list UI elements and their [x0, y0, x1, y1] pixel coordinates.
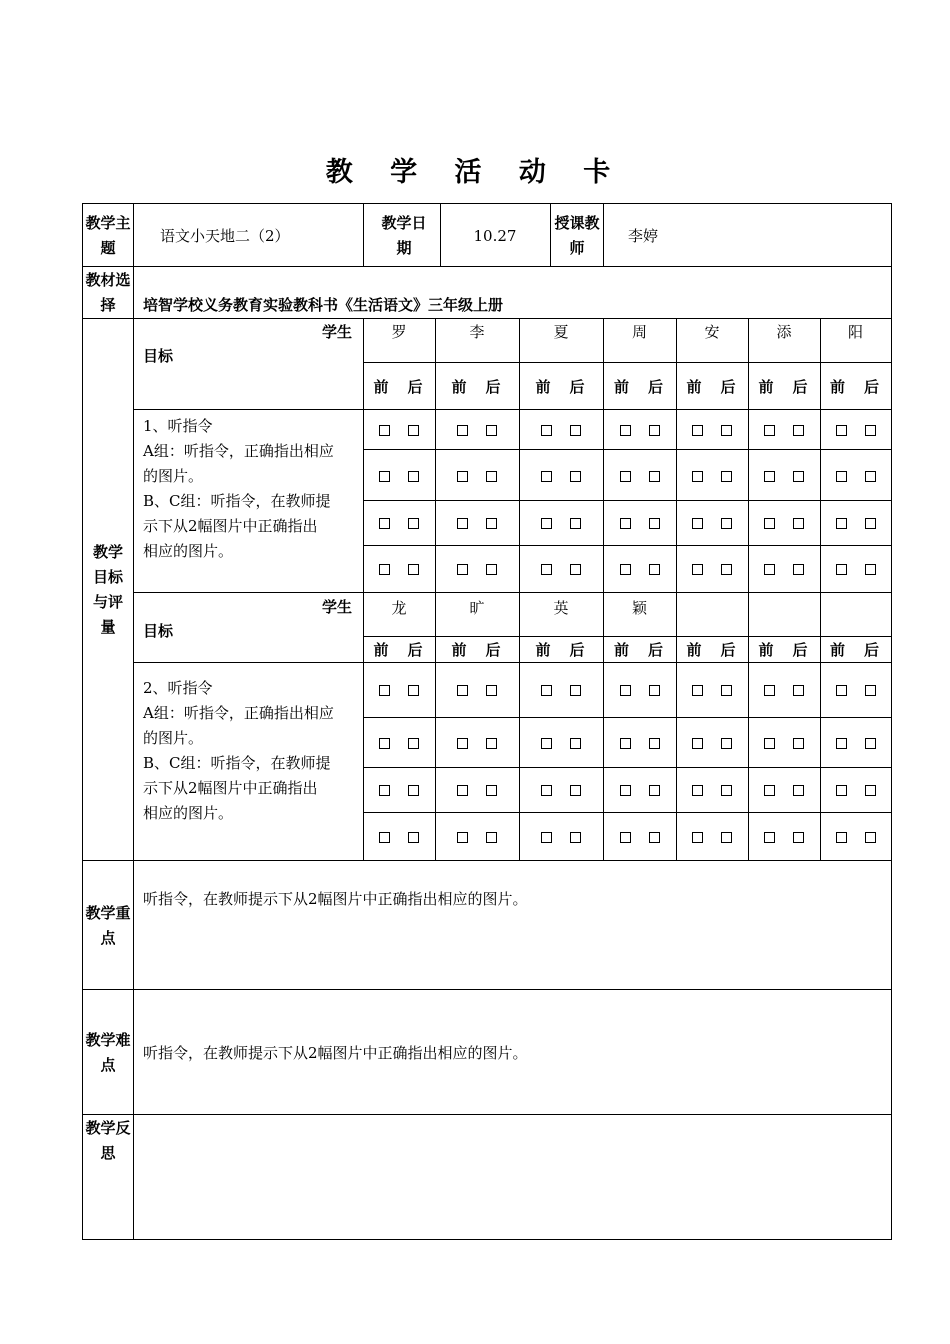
after-checkbox[interactable] [793, 518, 804, 529]
table-border [603, 203, 604, 266]
after-checkbox[interactable] [408, 518, 419, 529]
reflection-label: 教学反思 [85, 1119, 131, 1162]
assessment-checkbox-pair [379, 516, 419, 530]
before-checkbox[interactable] [836, 564, 847, 575]
table-border [676, 318, 677, 860]
assessment-checkbox-pair [764, 830, 804, 844]
before-checkbox[interactable] [620, 518, 631, 529]
assessment-checkbox-pair [836, 469, 876, 483]
table-border [82, 203, 891, 204]
before-label: 前 [613, 378, 629, 396]
after-checkbox[interactable] [865, 518, 876, 529]
before-checkbox[interactable] [457, 564, 468, 575]
assessment-checkbox-pair [692, 516, 732, 530]
before-checkbox[interactable] [836, 832, 847, 843]
before-checkbox[interactable] [836, 785, 847, 796]
after-checkbox[interactable] [793, 832, 804, 843]
assessment-checkbox-pair [457, 736, 497, 750]
before-checkbox[interactable] [620, 425, 631, 436]
before-checkbox[interactable] [620, 685, 631, 696]
assessment-checkbox-pair [620, 423, 660, 437]
table-border [82, 1239, 892, 1240]
before-checkbox[interactable] [541, 471, 552, 482]
date-value: 10.27 [473, 227, 517, 245]
assessment-checkbox-pair [457, 423, 497, 437]
assessment-checkbox-pair [692, 469, 732, 483]
after-checkbox[interactable] [486, 685, 497, 696]
assessment-checkbox-pair [764, 683, 804, 697]
assessment-checkbox-pair [379, 423, 419, 437]
student-name: 罗 [391, 323, 407, 341]
date-label: 教学日期 [381, 214, 427, 257]
assessment-checkbox-pair [620, 736, 660, 750]
before-checkbox[interactable] [541, 518, 552, 529]
before-checkbox[interactable] [457, 425, 468, 436]
assessment-checkbox-pair [836, 423, 876, 437]
assessment-checkbox-pair [620, 783, 660, 797]
goals-label: 教学目标与评量 [92, 543, 123, 636]
before-checkbox[interactable] [379, 685, 390, 696]
assessment-checkbox-pair [379, 783, 419, 797]
after-checkbox[interactable] [408, 425, 419, 436]
after-checkbox[interactable] [721, 832, 732, 843]
before-checkbox[interactable] [379, 564, 390, 575]
before-checkbox[interactable] [836, 518, 847, 529]
assessment-checkbox-pair [379, 469, 419, 483]
table-border [82, 989, 891, 990]
before-checkbox[interactable] [692, 738, 703, 749]
table-border [133, 860, 134, 1239]
after-checkbox[interactable] [721, 685, 732, 696]
before-checkbox[interactable] [457, 518, 468, 529]
assessment-checkbox-pair [692, 830, 732, 844]
after-label: 后 [485, 641, 501, 659]
before-checkbox[interactable] [620, 738, 631, 749]
assessment-checkbox-pair [620, 562, 660, 576]
before-checkbox[interactable] [836, 685, 847, 696]
before-checkbox[interactable] [379, 471, 390, 482]
table-border [363, 449, 891, 450]
after-checkbox[interactable] [408, 564, 419, 575]
assessment-checkbox-pair [541, 736, 581, 750]
before-label: 前 [758, 378, 774, 396]
assessment-checkbox-pair [457, 516, 497, 530]
after-checkbox[interactable] [570, 518, 581, 529]
after-checkbox[interactable] [721, 471, 732, 482]
table-border [440, 203, 441, 266]
assessment-checkbox-pair [836, 562, 876, 576]
goal-text-2 [143, 676, 365, 826]
goal-line: 相应的图片。 [143, 542, 234, 560]
after-checkbox[interactable] [486, 518, 497, 529]
before-checkbox[interactable] [379, 832, 390, 843]
topic-label: 教学主题 [85, 214, 131, 257]
before-checkbox[interactable] [836, 471, 847, 482]
table-border [363, 545, 891, 546]
assessment-checkbox-pair [457, 683, 497, 697]
after-checkbox[interactable] [865, 738, 876, 749]
assessment-checkbox-pair [764, 783, 804, 797]
before-label: 前 [451, 378, 467, 396]
goal-line: B、C组：听指令，在教师提 [143, 754, 331, 772]
before-checkbox[interactable] [692, 685, 703, 696]
student-name: 龙 [391, 599, 407, 617]
table-border [82, 1114, 891, 1115]
after-checkbox[interactable] [570, 785, 581, 796]
key-point-label: 教学重点 [85, 904, 131, 947]
before-checkbox[interactable] [541, 832, 552, 843]
table-border [82, 860, 891, 861]
goal-line: 的图片。 [143, 467, 204, 485]
assessment-checkbox-pair [620, 683, 660, 697]
after-checkbox[interactable] [865, 785, 876, 796]
assessment-checkbox-pair [836, 736, 876, 750]
after-checkbox[interactable] [721, 738, 732, 749]
assessment-checkbox-pair [836, 516, 876, 530]
after-checkbox[interactable] [570, 425, 581, 436]
before-label: 前 [829, 378, 845, 396]
assessment-checkbox-pair [541, 469, 581, 483]
after-checkbox[interactable] [649, 738, 660, 749]
students-label-2: 学生 [322, 598, 353, 616]
table-border [82, 318, 891, 319]
table-border [363, 636, 891, 637]
student-name: 颖 [631, 599, 647, 617]
after-checkbox[interactable] [865, 425, 876, 436]
students-label-1: 学生 [322, 323, 353, 341]
topic-value: 语文小天地二（2） [160, 227, 290, 245]
before-checkbox[interactable] [764, 564, 775, 575]
before-checkbox[interactable] [541, 425, 552, 436]
student-name: 添 [776, 323, 792, 341]
table-border [435, 318, 436, 860]
goal-line: 2、听指令 [143, 679, 213, 697]
before-label: 前 [451, 641, 467, 659]
table-border [363, 362, 891, 363]
after-checkbox[interactable] [793, 685, 804, 696]
difficulty-label: 教学难点 [85, 1031, 131, 1074]
before-label: 前 [686, 378, 702, 396]
before-checkbox[interactable] [764, 518, 775, 529]
assessment-checkbox-pair [764, 469, 804, 483]
after-label: 后 [863, 641, 879, 659]
assessment-checkbox-pair [457, 562, 497, 576]
assessment-checkbox-pair [692, 683, 732, 697]
student-name: 周 [631, 323, 647, 341]
page-title: 教 学 活 动 卡 [325, 157, 625, 188]
after-label: 后 [647, 641, 663, 659]
student-name: 李 [469, 323, 485, 341]
table-border [363, 500, 891, 501]
before-checkbox[interactable] [457, 738, 468, 749]
goal-line: 示下从2幅图片中正确指出 [143, 517, 318, 535]
after-checkbox[interactable] [649, 518, 660, 529]
goal-label-2: 目标 [143, 622, 174, 640]
after-checkbox[interactable] [721, 518, 732, 529]
after-checkbox[interactable] [570, 738, 581, 749]
after-label: 后 [569, 378, 585, 396]
goal-line: A组：听指令，正确指出相应 [143, 442, 334, 460]
table-border [550, 203, 551, 266]
table-border [363, 318, 364, 860]
before-label: 前 [686, 641, 702, 659]
assessment-checkbox-pair [764, 423, 804, 437]
before-checkbox[interactable] [620, 832, 631, 843]
table-border [891, 203, 892, 1240]
after-checkbox[interactable] [721, 425, 732, 436]
table-border [603, 318, 604, 860]
before-checkbox[interactable] [836, 738, 847, 749]
before-checkbox[interactable] [764, 685, 775, 696]
before-checkbox[interactable] [692, 518, 703, 529]
assessment-checkbox-pair [836, 830, 876, 844]
table-border [133, 592, 891, 593]
before-label: 前 [613, 641, 629, 659]
teacher-value: 李婷 [628, 227, 659, 245]
before-checkbox[interactable] [457, 685, 468, 696]
table-border [82, 203, 83, 1239]
assessment-checkbox-pair [620, 516, 660, 530]
table-border [133, 409, 891, 410]
before-checkbox[interactable] [457, 471, 468, 482]
after-checkbox[interactable] [408, 471, 419, 482]
after-label: 后 [569, 641, 585, 659]
goal-label-1: 目标 [143, 347, 174, 365]
before-checkbox[interactable] [379, 785, 390, 796]
after-checkbox[interactable] [793, 785, 804, 796]
before-checkbox[interactable] [620, 471, 631, 482]
student-name: 夏 [553, 323, 569, 341]
after-checkbox[interactable] [793, 425, 804, 436]
table-border [748, 318, 749, 860]
after-checkbox[interactable] [408, 832, 419, 843]
after-checkbox[interactable] [793, 471, 804, 482]
after-label: 后 [407, 378, 423, 396]
after-label: 后 [720, 378, 736, 396]
key-point-value: 听指令，在教师提示下从2幅图片中正确指出相应的图片。 [143, 890, 528, 908]
before-checkbox[interactable] [836, 425, 847, 436]
table-border [820, 318, 821, 860]
assessment-checkbox-pair [764, 516, 804, 530]
table-border [133, 318, 134, 860]
before-label: 前 [373, 378, 389, 396]
goal-line: 1、听指令 [143, 417, 213, 435]
before-checkbox[interactable] [541, 564, 552, 575]
before-checkbox[interactable] [457, 832, 468, 843]
before-checkbox[interactable] [541, 738, 552, 749]
before-checkbox[interactable] [457, 785, 468, 796]
after-checkbox[interactable] [486, 738, 497, 749]
assessment-checkbox-pair [764, 736, 804, 750]
before-checkbox[interactable] [692, 564, 703, 575]
before-checkbox[interactable] [541, 685, 552, 696]
after-checkbox[interactable] [793, 738, 804, 749]
after-checkbox[interactable] [486, 785, 497, 796]
difficulty-value: 听指令，在教师提示下从2幅图片中正确指出相应的图片。 [143, 1044, 528, 1062]
before-checkbox[interactable] [692, 425, 703, 436]
goal-text-1 [143, 414, 365, 564]
material-label: 教材选择 [85, 271, 131, 314]
assessment-checkbox-pair [541, 783, 581, 797]
assessment-checkbox-pair [541, 683, 581, 697]
assessment-checkbox-pair [457, 783, 497, 797]
after-checkbox[interactable] [649, 425, 660, 436]
after-checkbox[interactable] [865, 832, 876, 843]
after-checkbox[interactable] [408, 785, 419, 796]
student-name: 旷 [469, 599, 485, 617]
assessment-checkbox-pair [541, 562, 581, 576]
before-label: 前 [535, 641, 551, 659]
goal-line: 相应的图片。 [143, 804, 234, 822]
goal-line: B、C组：听指令，在教师提 [143, 492, 331, 510]
after-checkbox[interactable] [793, 564, 804, 575]
assessment-checkbox-pair [620, 830, 660, 844]
before-checkbox[interactable] [620, 785, 631, 796]
after-checkbox[interactable] [865, 471, 876, 482]
after-checkbox[interactable] [570, 832, 581, 843]
after-checkbox[interactable] [649, 564, 660, 575]
after-checkbox[interactable] [408, 738, 419, 749]
assessment-checkbox-pair [457, 830, 497, 844]
after-label: 后 [407, 641, 423, 659]
assessment-checkbox-pair [541, 423, 581, 437]
after-label: 后 [792, 378, 808, 396]
assessment-checkbox-pair [541, 830, 581, 844]
before-label: 前 [829, 641, 845, 659]
goal-line: 的图片。 [143, 729, 204, 747]
student-name: 安 [704, 323, 720, 341]
after-label: 后 [863, 378, 879, 396]
after-checkbox[interactable] [486, 832, 497, 843]
table-border [133, 203, 134, 266]
student-name: 阳 [847, 323, 863, 341]
after-checkbox[interactable] [408, 685, 419, 696]
after-label: 后 [647, 378, 663, 396]
after-checkbox[interactable] [649, 785, 660, 796]
table-border [363, 767, 891, 768]
after-label: 后 [720, 641, 736, 659]
before-label: 前 [758, 641, 774, 659]
table-border [363, 203, 364, 266]
assessment-checkbox-pair [692, 736, 732, 750]
table-border [519, 318, 520, 860]
before-checkbox[interactable] [764, 832, 775, 843]
after-checkbox[interactable] [649, 685, 660, 696]
before-label: 前 [373, 641, 389, 659]
after-checkbox[interactable] [865, 564, 876, 575]
before-checkbox[interactable] [379, 425, 390, 436]
after-checkbox[interactable] [649, 471, 660, 482]
after-checkbox[interactable] [486, 564, 497, 575]
table-border [363, 812, 891, 813]
assessment-checkbox-pair [836, 683, 876, 697]
before-checkbox[interactable] [764, 425, 775, 436]
after-checkbox[interactable] [486, 471, 497, 482]
before-checkbox[interactable] [764, 471, 775, 482]
assessment-checkbox-pair [379, 736, 419, 750]
before-checkbox[interactable] [692, 471, 703, 482]
before-checkbox[interactable] [620, 564, 631, 575]
assessment-checkbox-pair [379, 562, 419, 576]
after-label: 后 [792, 641, 808, 659]
before-checkbox[interactable] [692, 832, 703, 843]
goal-line: A组：听指令，正确指出相应 [143, 704, 334, 722]
before-checkbox[interactable] [692, 785, 703, 796]
material-value: 培智学校义务教育实验教科书《生活语文》三年级上册 [143, 296, 504, 314]
after-checkbox[interactable] [570, 471, 581, 482]
table-border [363, 717, 891, 718]
assessment-checkbox-pair [457, 469, 497, 483]
assessment-checkbox-pair [836, 783, 876, 797]
before-checkbox[interactable] [764, 785, 775, 796]
assessment-checkbox-pair [620, 469, 660, 483]
before-checkbox[interactable] [379, 738, 390, 749]
table-border [82, 266, 891, 267]
before-checkbox[interactable] [379, 518, 390, 529]
after-checkbox[interactable] [570, 685, 581, 696]
before-label: 前 [535, 378, 551, 396]
student-name: 英 [553, 599, 569, 617]
after-checkbox[interactable] [486, 425, 497, 436]
goal-line: 示下从2幅图片中正确指出 [143, 779, 318, 797]
assessment-checkbox-pair [764, 562, 804, 576]
after-checkbox[interactable] [721, 785, 732, 796]
after-label: 后 [485, 378, 501, 396]
table-border [133, 266, 134, 318]
before-checkbox[interactable] [764, 738, 775, 749]
after-checkbox[interactable] [649, 832, 660, 843]
after-checkbox[interactable] [570, 564, 581, 575]
assessment-checkbox-pair [692, 423, 732, 437]
after-checkbox[interactable] [721, 564, 732, 575]
before-checkbox[interactable] [541, 785, 552, 796]
assessment-checkbox-pair [541, 516, 581, 530]
after-checkbox[interactable] [865, 685, 876, 696]
assessment-checkbox-pair [379, 830, 419, 844]
assessment-checkbox-pair [379, 683, 419, 697]
assessment-checkbox-pair [692, 562, 732, 576]
assessment-checkbox-pair [692, 783, 732, 797]
teacher-label: 授课教师 [554, 214, 600, 257]
